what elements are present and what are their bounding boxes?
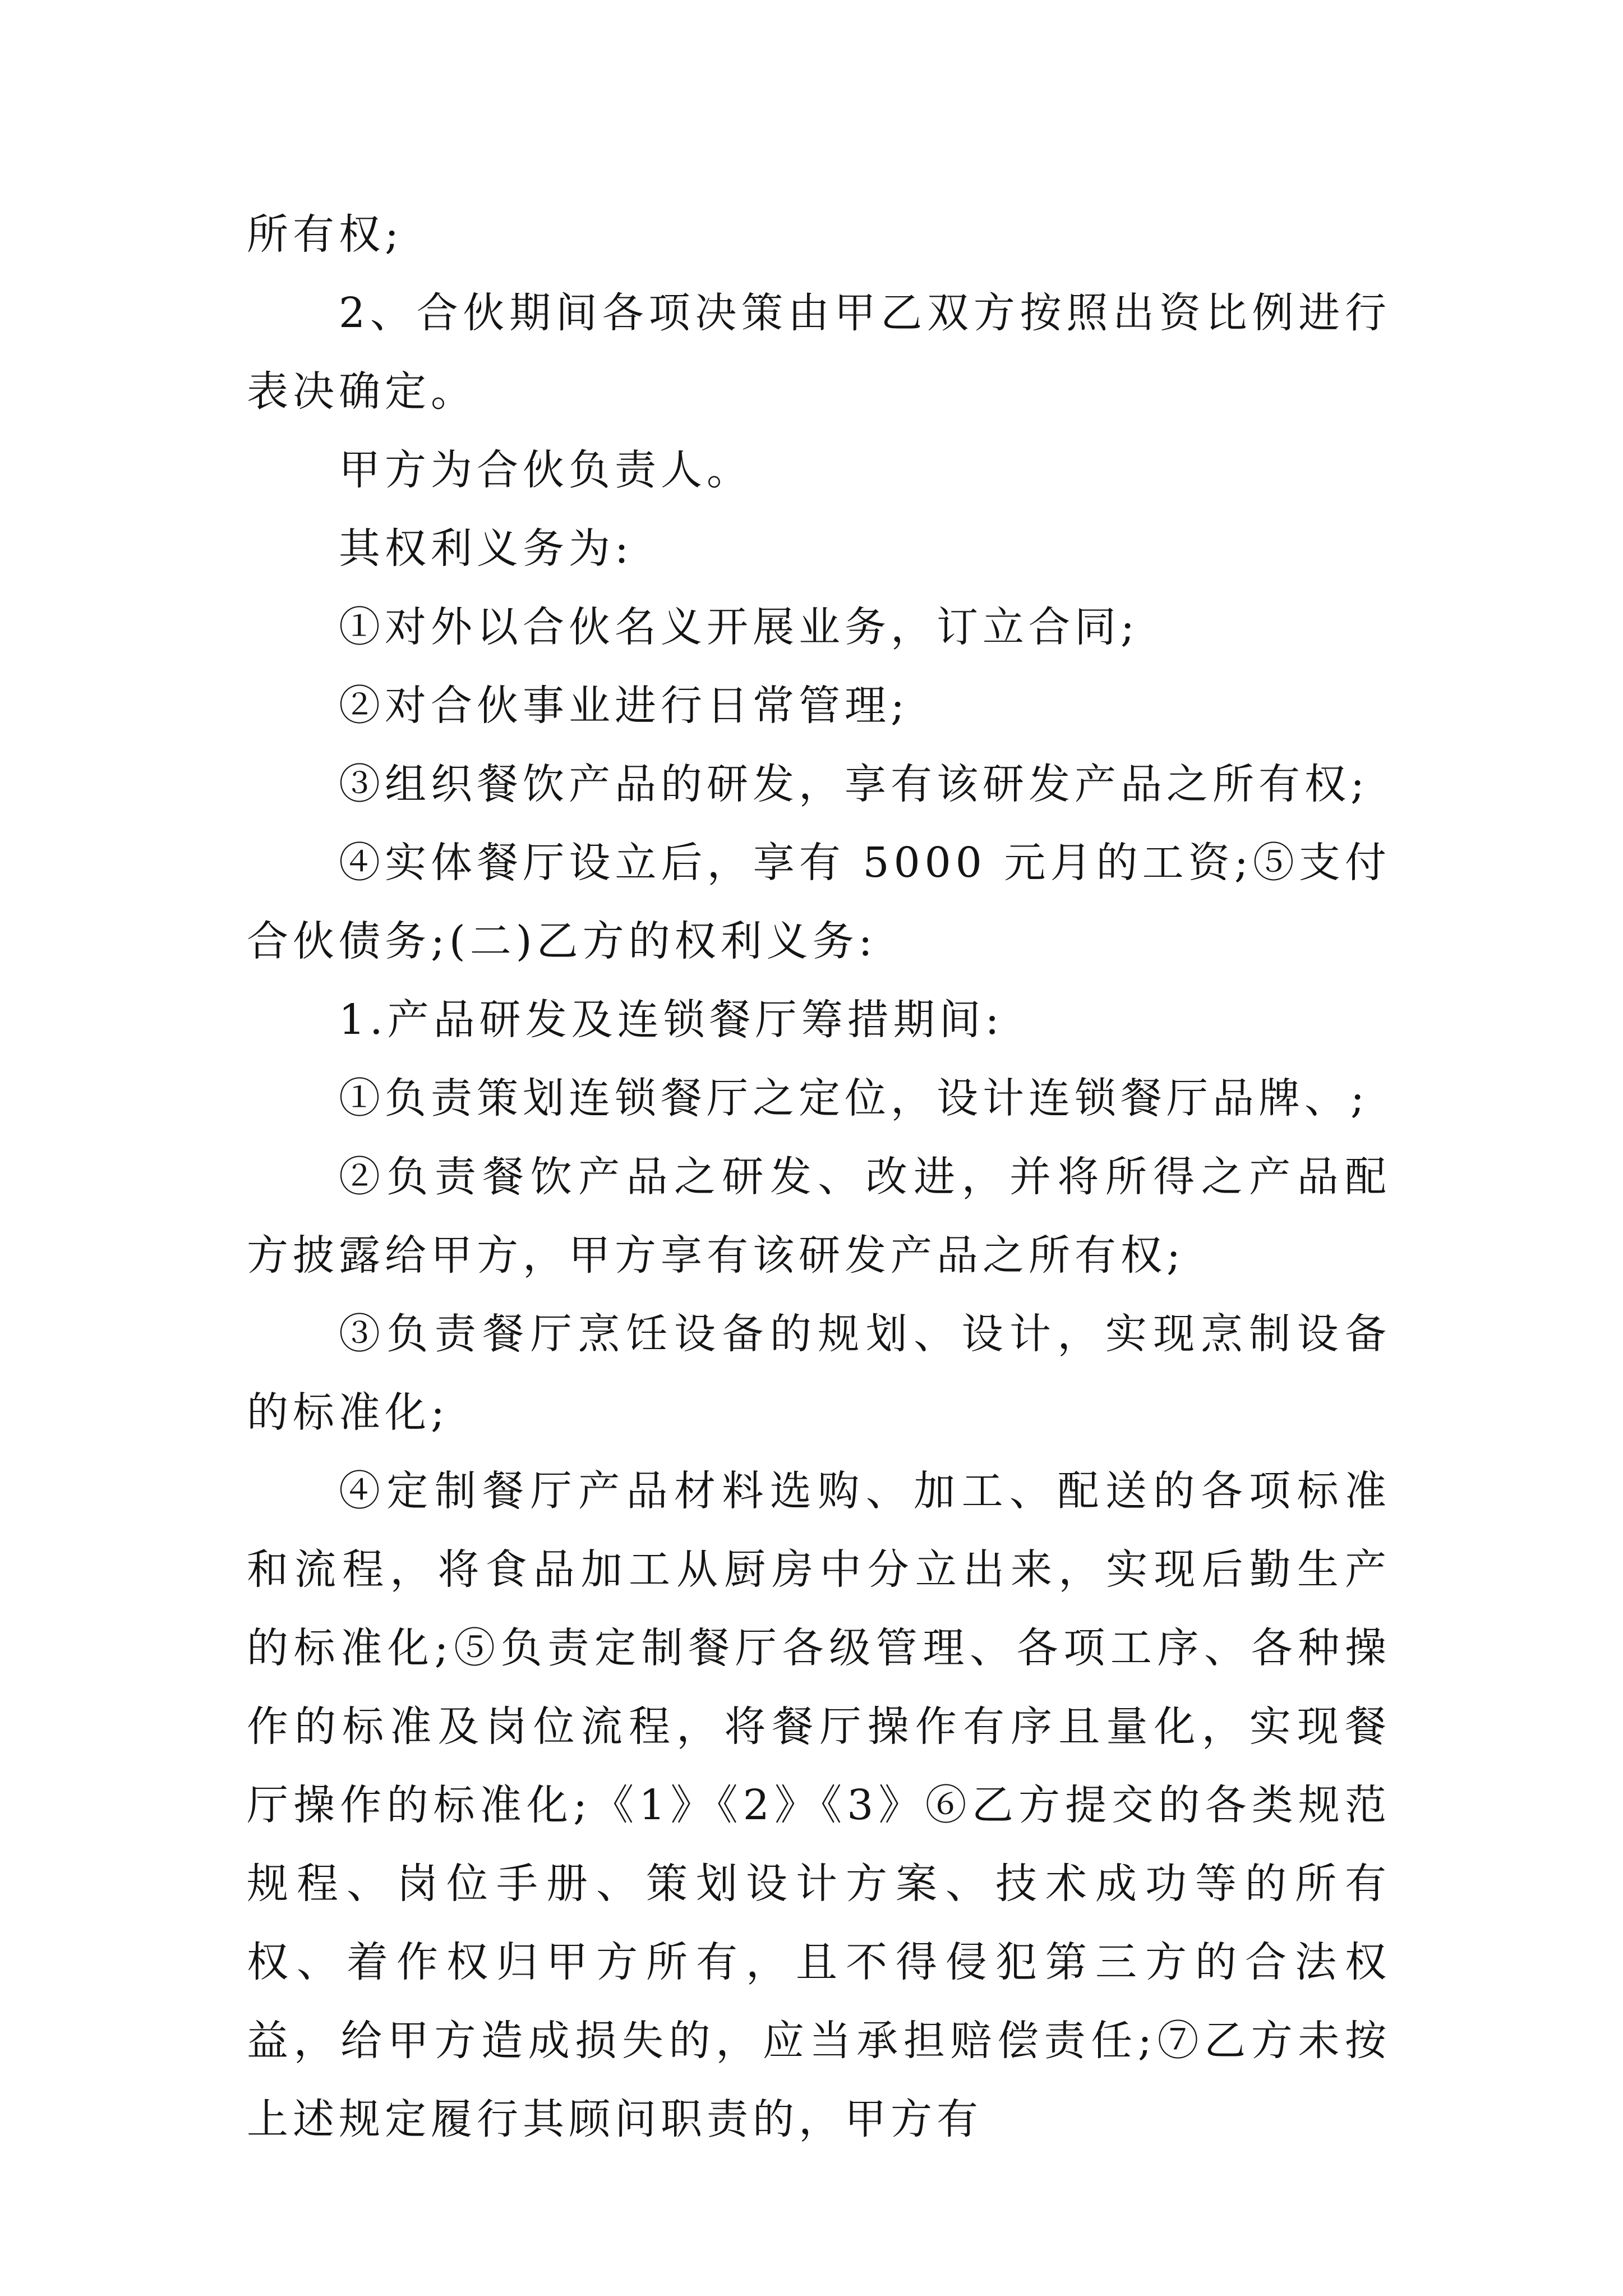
paragraph-rights-heading: 其权利义务为:	[339, 524, 633, 573]
paragraph-party-b-section: 1.产品研发及连锁餐厅筹措期间:	[339, 996, 1004, 1044]
paragraph-item-2: ②对合伙事业进行日常管理;	[339, 682, 909, 730]
paragraph-party-a-leader: 甲方为合伙负责人。	[339, 446, 753, 494]
document-body	[247, 195, 1391, 2159]
paragraph-decision-making: 2、合伙期间各项决策由甲乙双方按照出资比例进行表决确定。	[247, 289, 1391, 416]
paragraph-b-item-4-7: ④定制餐厅产品材料选购、加工、配送的各项标准和流程，将食品加工从厨房中分立出来，实现后勤生产的标准化;⑤负责定制餐厅各级管理、各项工序、各种操作的标准及岗位流程，将餐厅操作有序且量化，实现餐厅操作的标准化;《1》《2》《3》⑥乙方提交的各类规范规程、岗位手册、策划设计方案、技术成功等的所有权、着作权归甲方所有，且不得侵犯第三方的合法权益，给甲方造成损失的，应当承担赔偿责任;⑦乙方未按上述规定履行其顾问职责的，甲方有	[247, 1467, 1391, 2143]
paragraph-b-item-3: ③负责餐厅烹饪设备的规划、设计，实现烹制设备的标准化;	[247, 1310, 1391, 1437]
paragraph-item-4-5: ④实体餐厅设立后，享有 5000 元月的工资;⑤支付合伙债务;(二)乙方的权利义务:	[247, 839, 1391, 965]
paragraph-b-item-2: ②负责餐饮产品之研发、改进，并将所得之产品配方披露给甲方，甲方享有该研发产品之所有权;	[247, 1153, 1391, 1280]
paragraph-b-item-1: ①负责策划连锁餐厅之定位，设计连锁餐厅品牌、;	[339, 1074, 1369, 1122]
paragraph-ownership-continued: 所有权;	[247, 210, 403, 259]
paragraph-item-3: ③组织餐饮产品的研发，享有该研发产品之所有权;	[339, 760, 1369, 808]
paragraph-item-1: ①对外以合伙名义开展业务，订立合同;	[339, 603, 1139, 651]
